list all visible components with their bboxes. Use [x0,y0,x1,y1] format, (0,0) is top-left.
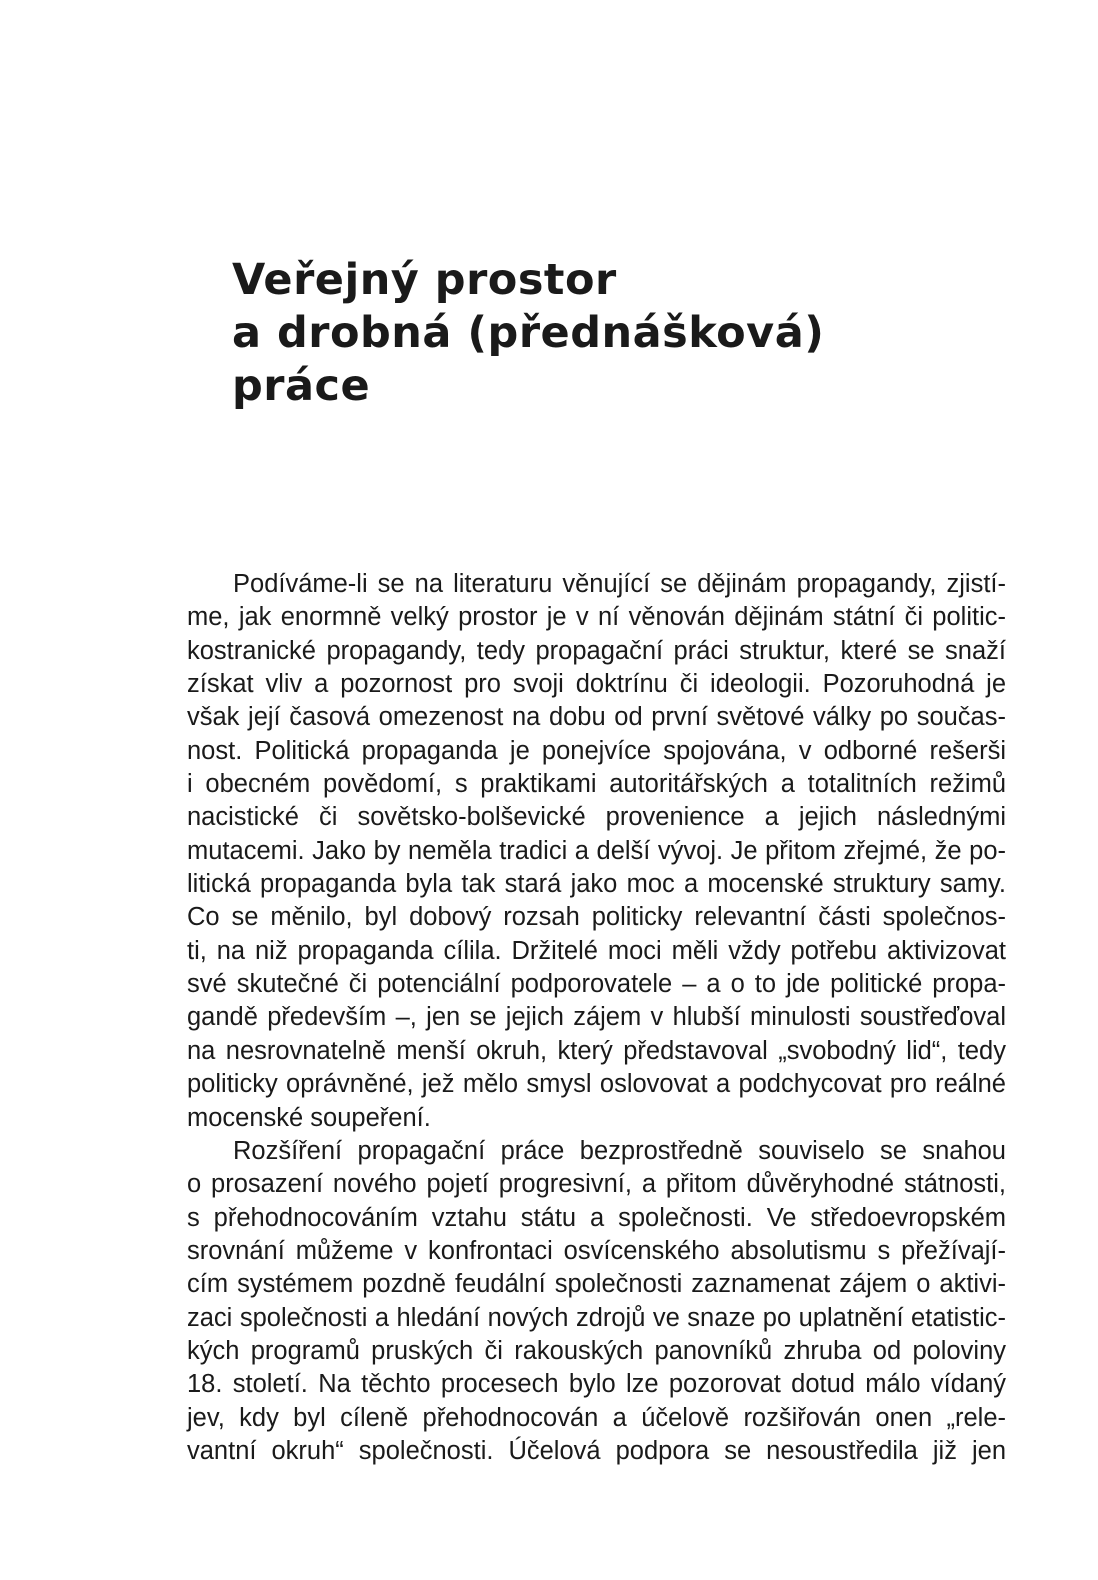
text-line: získat vliv a pozornost pro svoji doktrínu či ideologii. Pozoruhodná je [187,670,1006,699]
text-line: však její časová omezenost na dobu od první světové války po součas- [187,703,1006,732]
text-line: vantní okruh“ společnosti. Účelová podpora se nesoustředila již jen [187,1436,1006,1465]
text-line: cím systémem pozdně feudální společnosti zaznamenat zájem o aktivi- [187,1270,1006,1299]
text-line: srovnání můžeme v konfrontaci osvícenského absolutismu s přežívají- [187,1236,1006,1265]
text-line: své skutečné či potenciální podporovatele – a o to jde politické propa- [187,970,1006,999]
text-line: politicky oprávněné, jež mělo smysl oslovovat a podchycovat pro reálné [187,1070,1006,1099]
text-line: nacistické či sovětsko-bolševické provenience a jejich následnými [187,803,1006,832]
text-line: kostranické propagandy, tedy propagační práci struktur, které se snaží [187,636,1006,665]
text-line: mutacemi. Jako by neměla tradici a delší vývoj. Je přitom zřejmé, že po- [187,836,1006,865]
text-line: Podíváme-li se na literaturu věnující se dějinám propagandy, zjistí- [233,570,1006,598]
text-line: Rozšíření propagační práce bezprostředně souviselo se snahou [233,1136,1006,1165]
text-line: nost. Politická propaganda je ponejvíce spojována, v odborné rešerši [187,736,1006,765]
text-line: jev, kdy byl cíleně přehodnocován a účelově rozšiřován onen „rele- [187,1403,1006,1432]
text-line: ti, na niž propaganda cílila. Držitelé moci měli vždy potřebu aktivizovat [187,936,1006,965]
text-line: mocenské soupeření. [187,1103,431,1132]
chapter-title-line: a drobná (přednášková) [232,308,825,358]
text-line: gandě především –, jen se jejich zájem v hlubší minulosti soustřeďoval [187,1003,1006,1032]
body-text [187,568,1006,1468]
text-line: i obecném povědomí, s praktikami autoritářských a totalitních režimů [187,770,1006,799]
chapter-title-line: Veřejný prostor [232,255,617,305]
text-line: o prosazení nového pojetí progresivní, a přitom důvěryhodné státnosti, [187,1170,1006,1199]
text-line: Co se měnilo, byl dobový rozsah politicky relevantní části společnos- [187,903,1006,932]
paragraph-2 [187,1135,1006,1468]
text-line: kých programů pruských či rakouských panovníků zhruba od poloviny [187,1336,1006,1365]
paragraph-1 [187,568,1006,1135]
text-line: zaci společnosti a hledání nových zdrojů ve snaze po uplatnění etatistic- [187,1303,1006,1332]
chapter-title-line: práce [232,361,371,411]
text-line: litická propaganda byla tak stará jako moc a mocenské struktury samy. [187,870,1006,899]
text-line: na nesrovnatelně menší okruh, který představoval „svobodný lid“, tedy [187,1036,1006,1065]
text-line: me, jak enormně velký prostor je v ní věnován dějinám státní či politic- [187,603,1006,632]
text-line: s přehodnocováním vztahu státu a společnosti. Ve středoevropském [187,1203,1006,1232]
text-line: 18. století. Na těchto procesech bylo lze pozorovat dotud málo vídaný [187,1370,1006,1399]
chapter-title [232,254,992,413]
